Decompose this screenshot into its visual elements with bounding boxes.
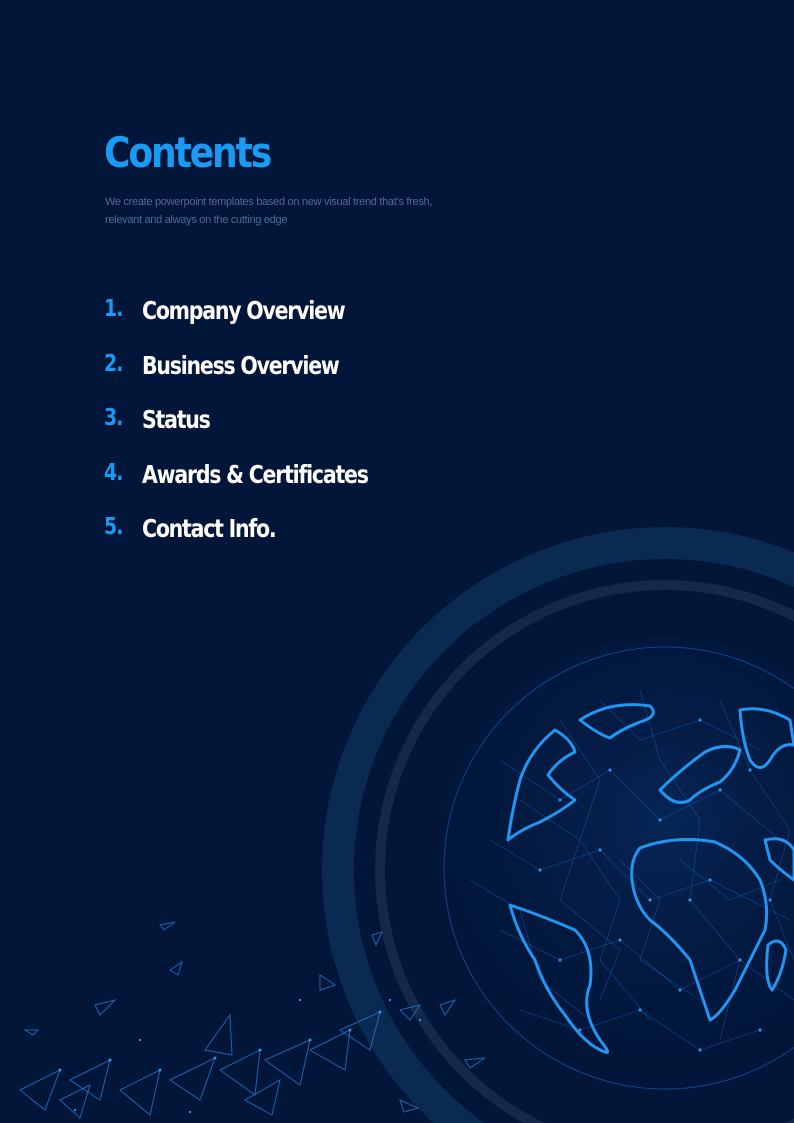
toc-number: 1. xyxy=(104,296,123,322)
toc-number: 3. xyxy=(104,405,123,431)
toc-label: Contact Info. xyxy=(142,514,276,543)
toc-item-contact-info[interactable] xyxy=(104,514,417,569)
toc-label: Company Overview xyxy=(142,296,345,325)
toc-label: Business Overview xyxy=(142,350,339,380)
toc-number: 2. xyxy=(104,350,123,377)
toc-number: 4. xyxy=(104,459,123,486)
toc-number: 5. xyxy=(104,514,123,540)
page-title: Contents xyxy=(104,128,271,177)
toc-item-company-overview[interactable] xyxy=(104,296,417,351)
table-of-contents xyxy=(104,296,417,569)
page-subtitle: We create powerpoint templates based on new visual trend that’s fresh, relevant and always on the cutting edge xyxy=(105,196,433,226)
toc-label: Status xyxy=(142,405,210,434)
toc-item-status[interactable] xyxy=(104,405,417,460)
toc-item-awards-certificates[interactable] xyxy=(104,460,417,515)
toc-label: Awards & Certificates xyxy=(142,459,368,489)
toc-item-business-overview[interactable] xyxy=(104,351,417,406)
